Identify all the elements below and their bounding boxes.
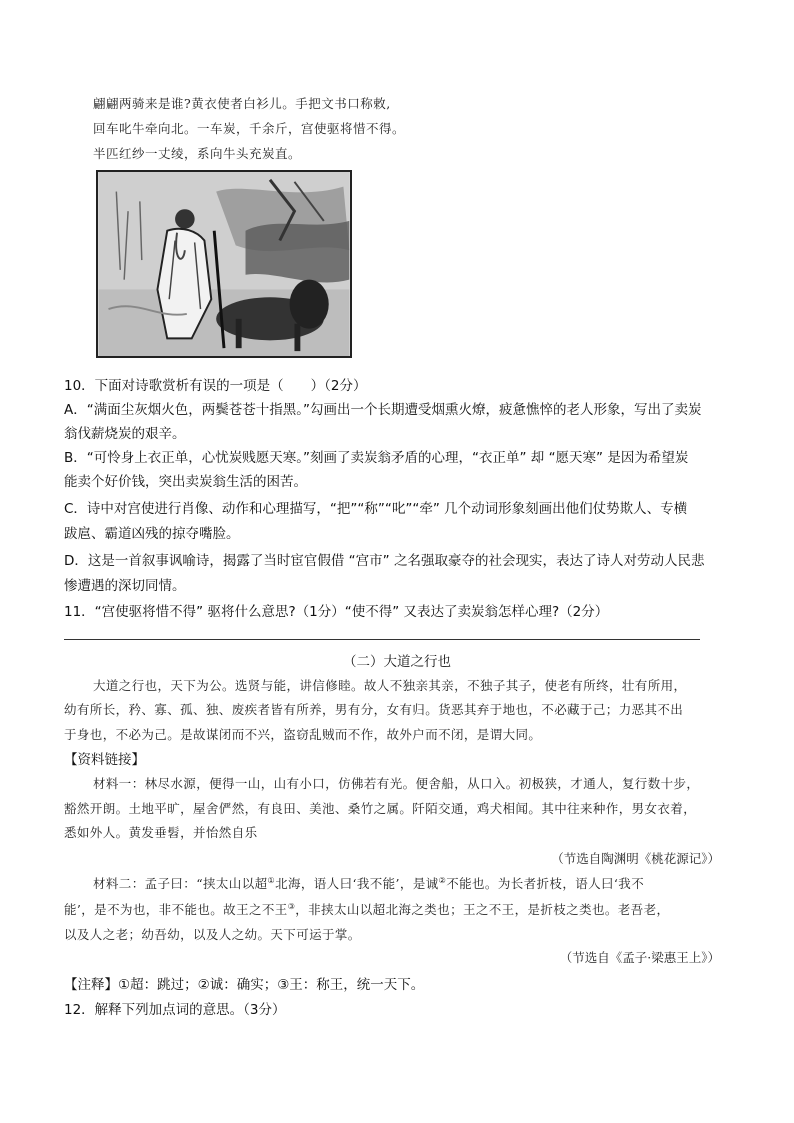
q12-stem: 12．解释下列加点词的意思。（3分）: [64, 1002, 286, 1018]
poem-line-1: 翩翩两骑来是谁?黄衣使者白衫儿。手把文书口称敕,: [93, 96, 391, 111]
classical-text-line-1: 大道之行也，天下为公。选贤与能，讲信修睦。故人不独亲其亲，不独子其子，使老有所终，壮有所用，: [93, 678, 687, 693]
material-two-source: （节选自《孟子·梁惠王上》）: [559, 950, 720, 965]
q10-option-b-line1: B．“可怜身上衣正单，心忧炭贱愿天寒。”刻画了卖炭翁矛盾的心理，“衣正单” 却 “愿天寒” 是因为希望炭: [64, 450, 689, 466]
q10-option-c-line2: 跋扈、霸道凶残的掠夺嘴脸。: [64, 526, 240, 542]
material-two-line-3: 以及人之老；幼吾幼，以及人之幼。天下可运于掌。: [64, 927, 361, 942]
material-one-source: （节选自陶渊明《桃花源记》）: [551, 851, 720, 866]
q10-option-d-line2: 惨遭遇的深切同情。: [64, 578, 186, 594]
q11-stem: 11．“宫使驱将惜不得” 驱将什么意思?（1分）“使不得” 又表达了卖炭翁怎样心理?（2分）: [64, 604, 609, 620]
q10-option-a-line1: A．“满面尘灰烟火色，两鬓苍苍十指黑。”勾画出一个长期遭受烟熏火燎，疲惫憔悴的老人形象，写出了卖炭: [64, 402, 702, 418]
classical-text-line-3: 于身也，不必为己。是故谋闭而不兴，盗窃乱贼而不作，故外户而不闭，是谓大同。: [64, 727, 542, 742]
q10-stem: 10．下面对诗歌赏析有误的一项是（ ）（2分）: [64, 378, 367, 394]
poem-line-2: 回车叱牛牵向北。一车炭，千余斤，宫使驱将惜不得。: [93, 121, 406, 136]
q10-option-c-line1: C．诗中对宫使进行肖像、动作和心理描写，“把”“称”“叱”“牵” 几个动词形象刻画出他们仗势欺人、专横: [64, 501, 688, 517]
material-one-line-2: 豁然开朗。土地平旷，屋舍俨然，有良田、美池、桑竹之属。阡陌交通，鸡犬相闻。其中往来种作，男女衣着，: [64, 801, 697, 816]
material-link-heading: 【资料链接】: [64, 752, 145, 768]
illustration-old-charcoal-seller: [96, 170, 352, 358]
section-title: （二）大道之行也: [343, 654, 451, 670]
material-two-line-2: 能’，是不为也，非不能也。故王之不王③，非挟太山以超北海之类也；王之不王，是折枝之类也。老吾老，: [64, 901, 670, 917]
q10-option-d-line1: D．这是一首叙事讽喻诗，揭露了当时宦官假借 “宫市” 之名强取豪夺的社会现实，表达了诗人对劳动人民悲: [64, 553, 705, 569]
q10-option-a-line2: 翁伐薪烧炭的艰辛。: [64, 426, 186, 442]
q10-option-b-line2: 能卖个好价钱，突出卖炭翁生活的困苦。: [64, 474, 307, 490]
answer-line: [64, 639, 700, 640]
classical-text-line-2: 幼有所长，矜、寡、孤、独、废疾者皆有所养，男有分，女有归。货恶其弃于地也，不必藏于己；力恶其不出: [64, 702, 684, 717]
material-one-line-3: 悉如外人。黄发垂髫，并怡然自乐: [64, 825, 258, 840]
material-two-line-1: 材料二：孟子曰：“挟太山以超①北海，语人曰‘我不能’，是诚②不能也。为长者折枝，语人曰‘我不: [93, 875, 645, 891]
annotation-note: 【注释】①超：跳过；②诚：确实；③王：称王，统一天下。: [64, 977, 425, 993]
poem-line-3: 半匹红纱一丈绫，系向牛头充炭直。: [93, 146, 302, 161]
material-one-line-1: 材料一：林尽水源，便得一山，山有小口，仿佛若有光。便舍船，从口入。初极狭，才通人，复行数十步，: [93, 776, 700, 791]
